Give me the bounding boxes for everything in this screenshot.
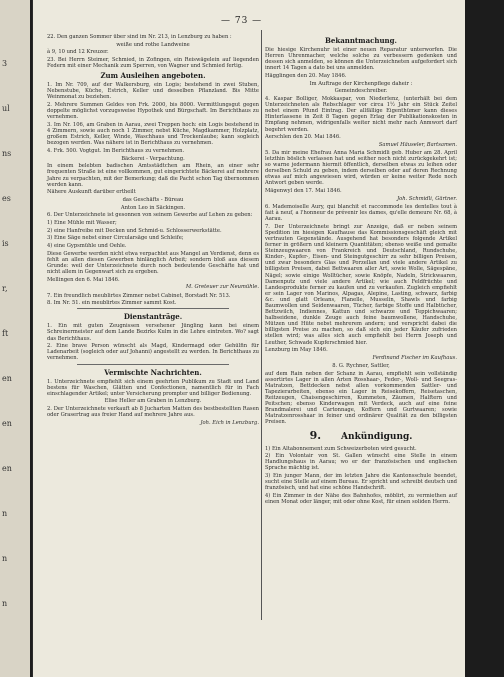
notice-paragraph: Nähere Auskunft darüber ertheilt (47, 189, 136, 196)
spine-fragment: n (2, 599, 8, 608)
notice-paragraph: 6. Der Unterzeichnete ist gesonnen von seinem Gewerbe auf Lehen zu geben: (47, 212, 253, 219)
section-heading: Vermischte Nachrichten. (104, 367, 202, 377)
spine-fragment: es (2, 194, 11, 203)
signature-line: M. Greteuer zur Neumühle. (185, 284, 259, 291)
notice-paragraph: 2) eine Hanfreibe mit Decken und Schmid-u. Schlosserwerkstätte. (47, 227, 222, 234)
centered-line: Gemeindeschreiber. (334, 88, 388, 95)
page-number: — 73 — (221, 16, 263, 26)
notice-paragraph: In einem belebten badischen Amtsstädtchen am Rhein, an einer sehr frequenten Straße ist eine vollkommen, gut eingerichtete Bäckerei auf mehrere Jahre zu verpachten, mit der Bemerkung; daß die Pacht schon Tag übernommen werden kann. (47, 163, 259, 188)
section-heading: Bekanntmachung. (325, 36, 397, 45)
centered-line: Elise Heller am Graben in Lenzburg. (104, 398, 202, 405)
spine-fragment: en (2, 419, 12, 428)
signature-line: Joh. Schmidli, Gärtner. (397, 195, 457, 202)
column-divider (261, 30, 262, 620)
notice-paragraph: 23. Bei Herrn Steimer, Schmied, in Zofingen, ein Reiswägelein auf liegenden Federn mit einer Mechanik zum Sperren, von Wagner und Schmied fertig. (47, 57, 259, 70)
centered-line: 8. G. Rychner, Sattler, (332, 363, 390, 370)
spine-fragment: is (2, 239, 9, 248)
notice-paragraph: 2. Mehrere Summen Geldes von Frk. 2000, bis 8000. Vermittlungsgut gegen doppelte möglichst vorzugsweise Hypothek und Bürgschaft. Im Berichthaus zu vernehmen. (47, 102, 259, 121)
spine-fragment: r, (2, 284, 8, 293)
announcement-heading (265, 430, 457, 443)
left-column (47, 34, 259, 428)
spine-fragment: en (2, 374, 12, 383)
notice-paragraph: 4. Frk. 500. Vogtgut. Im Berichthaus zu vernehmen. (47, 147, 185, 154)
spine-fragment: en (2, 464, 12, 473)
section-heading: Zum Ausleihen angeboten. (100, 71, 206, 81)
notice-paragraph: 5. Da mir meine Ehefrau Anna Maria Schmidli geb. Huber am 28. April letzthin böslich verlassen hat und seither noch nicht zurückgekehrt ist; so warne jedermann hiermit öffentlich, derselben etwas zu leihen oder derselben Schuld zu geben, indem derselben oder auf deren Rechnung etwas auf mich angewiesen wird, würden er keine weiter Rede noch Antwort geben werde. (265, 149, 457, 187)
centered-line: Anton Leo in Säckingen. (120, 204, 186, 211)
notice-paragraph: Aerschlen den 20. Mai 1846. (265, 134, 341, 141)
notice-paragraph: 4. Kaspar Bolliger, Mokkaspar, von Niederlenz, (unterhält bei dem Unterzeichneten als Rebschlager vor circa 1½ Jahr ein Stück Zeitel nebst einem Pfund Eintrag. Der allfällige Eigenthümer kann dieses Hinterlassene in Zeit 8 Tagen gegen Erlag der Publikationskosten in Empfang nehmen, widrigenfalls weiter nicht mehr nach Anmwort darf begehrt werden. (265, 96, 457, 133)
spine-fragment: ul (2, 104, 10, 113)
notice-paragraph: 7. Ein freundlich meublirtes Zimmer nebst Cabinet, Borstadt Nr. 513. (47, 292, 231, 299)
scan-background (465, 0, 504, 677)
notice-paragraph: 3. Im Nr. 106, am Graben in Aarau, zwei Treppen hoch: ein Logis bestehend in 4 Zimmern, sowie auch noch 1 Zimmer, nebst Küche, Magdkammer, Holzplatz, großem Estrich, Keller, Winde, Waschhaus und Trockenlaube; kann sogleich bezogen werden. Was nähere ist in Berichthaus zu vernehmen. (47, 122, 259, 147)
notice-paragraph: 22. Den ganzen Sommer über sind im Nr. 213, in Lenzburg zu haben : (47, 34, 232, 40)
signature-line: Ferdinand Fischer im Kaufhaus. (372, 354, 457, 361)
notice-paragraph: 2. Eine brave Person wünscht als Magd, Kindermagd oder Gehülfin für Ladenarbeit (sogleich oder auf Johanni) angestellt zu werden. In Berichthaus zu vernehmen. (47, 343, 259, 362)
notice-paragraph: Hägglingen den 20. May 1846. (265, 72, 347, 79)
centered-line: weiße und rothe Landweine (116, 41, 190, 48)
spine-fragment: 3 (2, 59, 8, 68)
spine-fragment: ns (2, 149, 12, 158)
notice-paragraph: 1. Unterzeichnete empfiehlt sich einem geehrten Publikum zu Stadt und Land bestens für Waschen, Glätten und Confectionen, namentlich für in Fach einschlagender Artikel; unter Versicherung prompter und billiger Bedienung. (47, 378, 259, 397)
section-rule (77, 364, 229, 365)
notice-paragraph: 4) Ein Zimmer in der Nähe des Bahnhofes, möblirt, zu vermiethen auf einen Monat oder länger, mit oder ohne Kost, für einen soliden Herrn. (265, 493, 457, 506)
spine-fragment: n (2, 509, 8, 518)
spine-fragment: ft (2, 329, 9, 338)
notice-paragraph: 1) Eine Mühle mit Wasser; (47, 220, 117, 227)
notice-paragraph: 3) Ein junger Mann, der im letzten Jahre die Kantonsschule beendet, sucht eine Stelle auf einem Bureau. Er spricht und schreibt deutsch und französisch, und hat eine schöne Handschrift. (265, 473, 457, 492)
notice-paragraph: 6. Mademoiselle Aury, qui blanchit et raccommode les dentelles tout à fait à neuf, a l'honneur de prévenir les dames, qu'elle demeure Nr. 68, à Aarau. (265, 203, 457, 223)
notice-paragraph: Lenzburg im May 1846. (265, 347, 328, 354)
newspaper-page (33, 0, 465, 677)
centered-line: das Geschäfts - Büreau (122, 197, 184, 203)
notice-paragraph: Mägenwyl den 17. Mai 1846. (265, 188, 342, 195)
notice-paragraph: 2. Der Unterzeichnete verkauft ab 8 Jucharten Matten des bestbestellten Rasen oder Grasertrag aus freier Hand auf mehrere Jahre aus. (47, 406, 259, 419)
notice-paragraph: 1) Ein Altabonnement zum Schweizerboten wird gesucht. (265, 445, 417, 452)
notice-paragraph: auf dem Rain neben der Schanz in Aarau, empfiehlt sein vollständig assortirtes Lager in allen Arten Rosshaar-, Feder-, Woll- und Seegras-Matratzen, Bettdecken nebst allen vorkommenden Sattler- und Tapezierarbeiten, ebenso ein Lager in Reisekoffern, Reisetaschen, Reitzeugen, Chaisengeschirren, Kummeten, Zäumen, Halftern und Peitschen; ebenso Kinderwagen mit Verdeck, auch auf eine feine Brandmalerei und Cartonnage, Koffern und Gurtwaaren; sowie Matratzenrosshaar in feiner und ordinärer Qualität zu den billigsten Preisen. (265, 370, 457, 426)
signature-line: Samuel Häuseler, Bartsamen. (378, 141, 457, 148)
notice-paragraph: 3) Eine Säge nebst einer Circularsäge und Schleife; (47, 235, 184, 242)
right-column (265, 34, 457, 507)
notice-paragraph: Diese Gewerbe werden nicht etwa verpachtet aus Mangel an Verdienst, denn es fehlt an allen diesen Gewerben hinlänglich Arbeit; sondern bloß aus diesem Grunde: weil der Unterzeichnete durch noch bedeutende Geschäfte hat und nicht allem in Gegenwart sich zu ergeben. (47, 250, 259, 276)
signature-line: Joh. Eich in Lenzburg. (200, 419, 259, 426)
notice-paragraph: Die hiesige Kirchenuhr ist einer neuen Reparatur unterworfen. Die Herren Uhrenmacher, welche solche zu verbessern gedenken und dessen sich anmelden, so können die Unterzeichneten aufgefordert sich innert 14 Tagen a dato bei uns anmelden. (265, 47, 457, 72)
spine-fragment: n (2, 554, 8, 563)
adjacent-page-spine (0, 0, 32, 677)
announcement-title: Ankündigung. (341, 431, 413, 442)
notice-paragraph: à 9, 10 und 12 Kreuzer. (47, 49, 109, 56)
centered-line: Bäckerei - Verpachtung. (121, 155, 185, 162)
notice-paragraph: 8. Im Nr. 51. ein meublirtes Zimmer sammt Kost. (47, 300, 177, 307)
notice-paragraph: 2) Ein Volontair von St. Gallen wünscht eine Stelle in einem Handlungshaus in Aarau; wo er der französischen und englischen Sprache mächtig ist. (265, 453, 457, 472)
notice-paragraph: 4) eine Gypsmühle und Oehle. (47, 243, 127, 250)
section-heading: Dienstanträge. (123, 312, 183, 322)
notice-paragraph: 7. Der Unterzeichnete bringt zur Anzeige, daß er neben seinem Spedition im hiesigen Kaufhause das Kommissionsgeschäft gleich mit vertrauten Gegenstände. Ausgehend hat besonders folgende Artikel ferner in größern und kleinern Quantitäten; ebenso weiße und gemalte Steinzeugwaaren von Frankreich und Deutschland, Rundschuhe, Kinder-, Kupfer-, Eisen- und Steingutgeschirr zu sehr billigen Preisen, und zwar besonders Glas und Porzellan und viele andere Artikel zu billigsten Preisen, dabei Bettwaaren aller Art, sowie Wolle, Sägespäne, Nägel; sowie einige Wolltücher, sowie Knöpfe, Nadeln, Strickwaaren, Damenputz und viele andere Artikel; wie auch Feldfrüchte und Landesprodukte ferner zu kaufen und zu verkaufen. Zugleich empfiehlt er sein Lager von Marinos, Alpagas, Alepine, Lasting, schwarz, farbig &c. und glatt Orleans, Flanelle, Musselin, Shawls und farbig Baumwollen und Seidenwaaren, Tücher, farbige Stoffe und Halbtücher, Bettzwilch, Indiennes, Kattun und schwarze und Teppichwaaren; halbseidene, dunkle Zeuge auch feine baumwollene, Handschuhe, Mützen und Hüte nebst mehrerem andern; und verspricht dabei die billigsten Preise zu machen, so daß sich ein jeder Käufer zufrieden stellen wird; was alles sich auch empfiehlt bei Herrn Joseph und Leuther, Schwade Kupferschmied hier. (265, 223, 457, 346)
section-rule (77, 308, 229, 309)
centered-line: Im Auftrage der Kirchenpflege daheir : (309, 80, 413, 87)
notice-paragraph: 1. Ein mit guten Zeugnissen versehener Jüngling kann bei einem Schreinermeister auf dem Lande Bezirks Kulm in die Lehre eintreten. Wo? sagt das Berichthaus. (47, 323, 259, 342)
notice-paragraph: Mellingen den 6. Mai 1846. (47, 276, 120, 283)
notice-paragraph: 1. Im Nr. 709, auf der Walkersburg, ein Logis; bestehend in zwei Stuben, Nebenstube, Küche, Estrich, Keller und desselben Pflanzland. Bis Mitte Weinmonat zu beziehen. (47, 82, 259, 101)
announcement-number: 9. (309, 428, 322, 442)
